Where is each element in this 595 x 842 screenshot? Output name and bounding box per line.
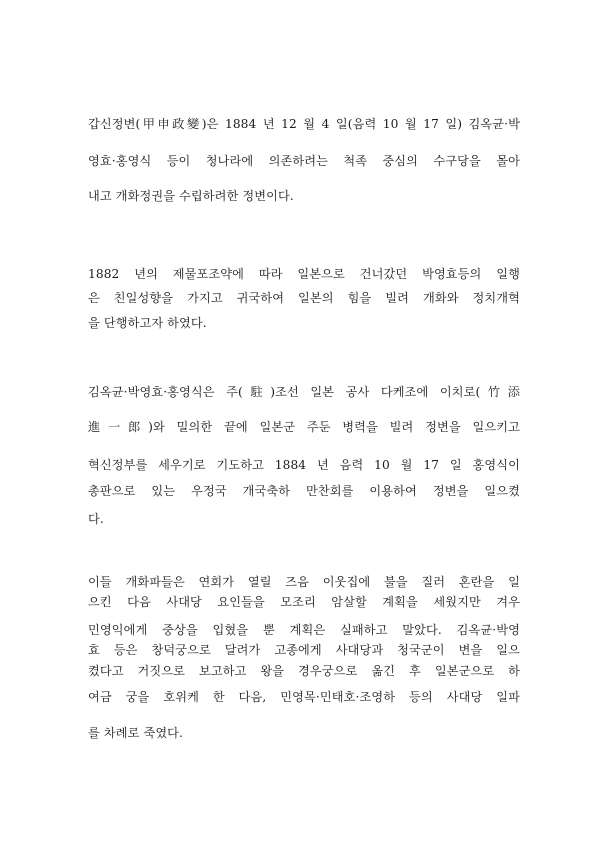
paragraph-2-line-2: 은 친일성향을 가지고 귀국하여 일본의 힘을 빌려 개화와 정치개혁	[88, 291, 520, 305]
paragraph-1-line-2: 영효·홍영식 등이 청나라에 의존하려는 척족 중심의 수구당을 몰아	[88, 154, 520, 168]
paragraph-4-line-4: 효 등은 창덕궁으로 달려가 고종에게 사대당과 청국군이 변을 일으	[88, 643, 520, 657]
paragraph-4-line-5: 켰다고 거짓으로 보고하고 왕을 경우궁으로 옮긴 후 일본군으로 하	[88, 664, 520, 678]
paragraph-4-line-3: 민영익에게 중상을 입혔을 뿐 계획은 실패하고 말았다. 김옥균·박영	[88, 623, 520, 637]
paragraph-3-line-3: 혁신정부를 세우기로 기도하고 1884 년 음력 10 월 17 일 홍영식이	[88, 458, 520, 472]
paragraph-4-line-1: 이들 개화파들은 연회가 열릴 즈음 이웃집에 불을 질러 혼란을 일	[88, 575, 520, 589]
paragraph-4-line-2: 으킨 다음 사대당 요인들을 모조리 암살할 계획을 세웠지만 겨우	[88, 595, 520, 609]
paragraph-2-line-3: 을 단행하고자 하였다.	[88, 316, 207, 330]
paragraph-4-line-6: 여금 궁을 호위케 한 다음, 민영목·민태호·조영하 등의 사대당 일파	[88, 690, 520, 704]
paragraph-1-line-3: 내고 개화정권을 수립하려한 정변이다.	[88, 189, 294, 203]
paragraph-1-line-1: 갑신정변(甲申政變)은 1884 년 12 월 4 일(음력 10 월 17 일) 김옥균·박	[88, 117, 520, 131]
paragraph-3-line-2: 進一郎)와 밀의한 끝에 일본군 주둔 병력을 빌려 정변을 일으키고	[88, 420, 520, 434]
paragraph-3-line-5: 다.	[88, 512, 104, 526]
paragraph-3-line-4: 총판으로 있는 우정국 개국축하 만찬회를 이용하여 정변을 일으켰	[88, 484, 520, 498]
paragraph-4-line-7: 를 차례로 죽였다.	[88, 726, 184, 740]
paragraph-3-line-1: 김옥균·박영효·홍영식은 주(駐)조선 일본 공사 다케조에 이치로(竹添	[88, 385, 520, 399]
paragraph-2-line-1: 1882 년의 제물포조약에 따라 일본으로 건너갔던 박영효등의 일행	[88, 267, 520, 281]
